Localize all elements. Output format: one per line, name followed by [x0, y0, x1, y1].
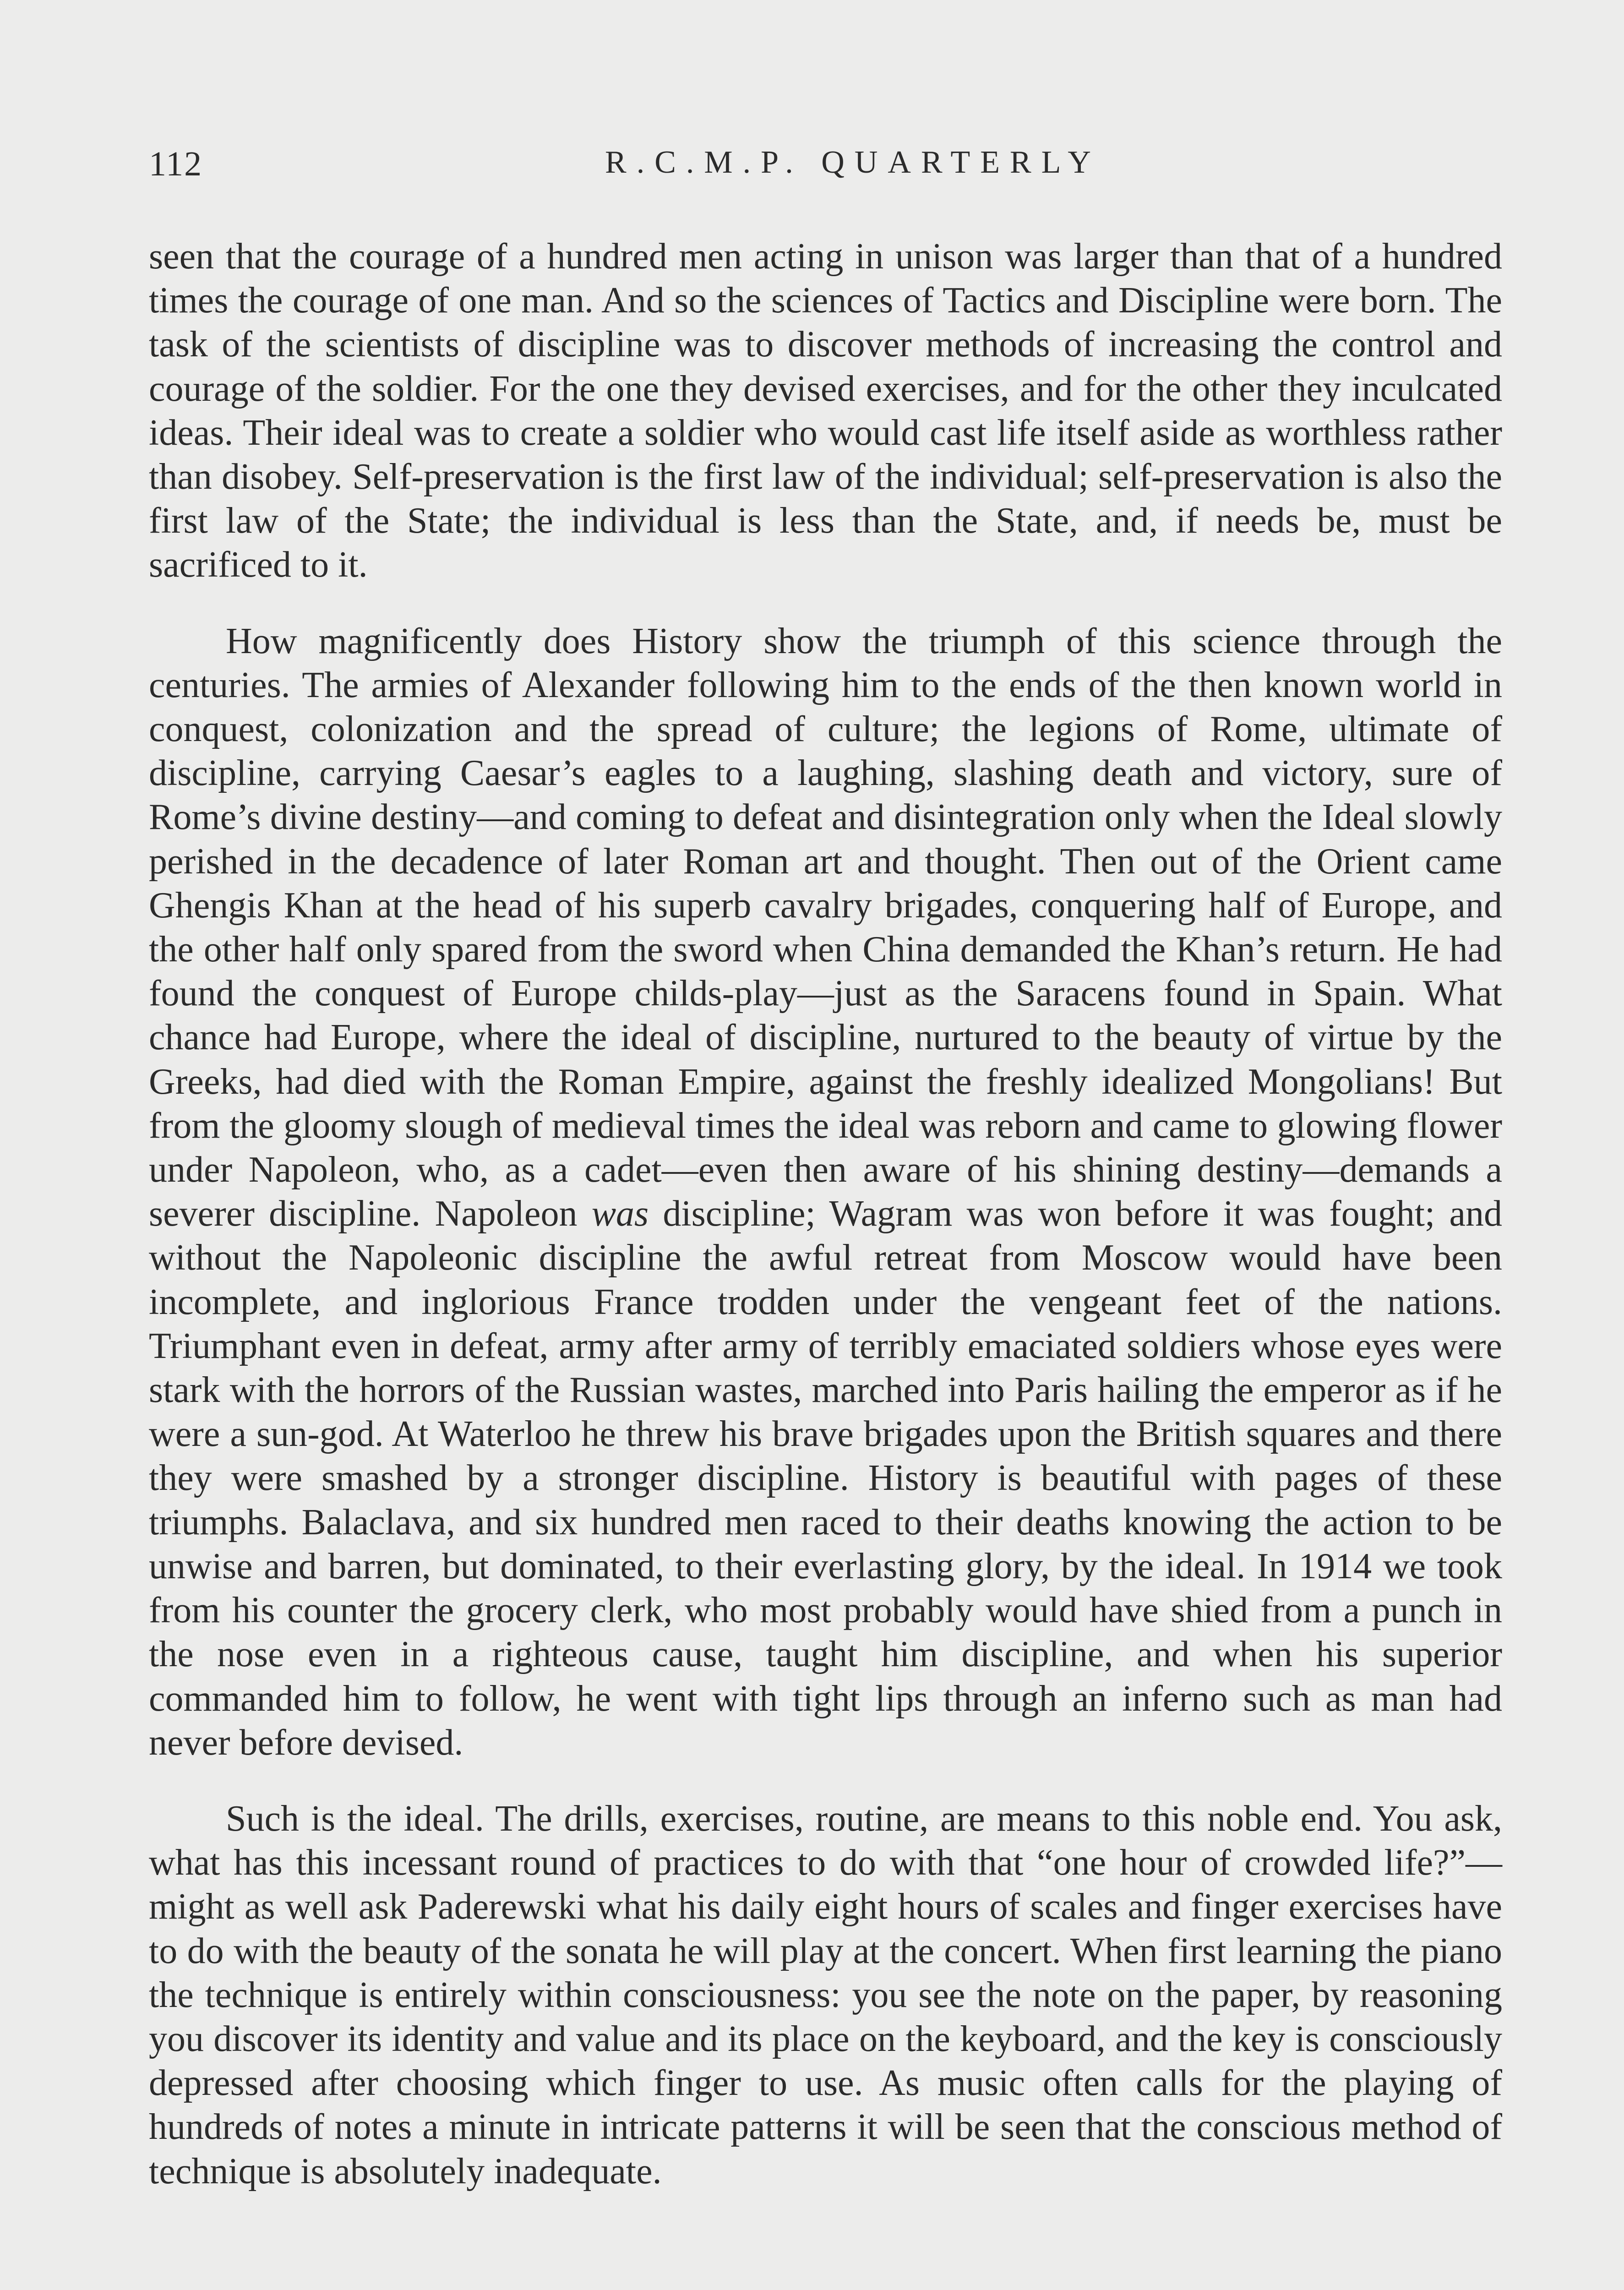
paragraph-2 [149, 619, 1502, 1765]
body-text [149, 234, 1502, 2193]
paragraph-3: Such is the ideal. The drills, exercises, routine, are means to this noble end. You ask, what has this incessant round of practices to do with that “one hour of crowded life?”—might as well ask Paderewski what his daily eight hours of scales and finger exercises have to do with the beauty of the sonata he will play at the concert. When first learning the piano the technique is entirely within consciousness: you see the note on the paper, by reasoning you discover its identity and value and its place on the keyboard, and the key is consciously depressed after choosing which finger to use. As music often calls for the playing of hundreds of notes a minute in intricate patterns it will be seen that the conscious method of technique is absolutely inadequate. [149, 1798, 1502, 2192]
page-number: 112 [149, 145, 203, 183]
italic-word: was [591, 1194, 649, 1234]
paragraph-2-part-1: How magnificently does History show the triumph of this science through the centuries. The armies of Alexander following him to the ends of the then known world in conquest, colonization and the spread of culture; the legions of Rome, ultimate of discipline, carrying Caesar’s eagles to a laughing, slashing death and victory, sure of Rome’s divine destiny—and coming to defeat and disintegration only when the Ideal slowly perished in the decadence of later Roman art and thought. Then out of the Orient came Ghengis Khan at the head of his superb cavalry brigades, conquering half of Europe, and the other half only spared from the sword when China demanded the Khan’s return. He had found the conquest of Europe childs-play—just as the Saracens found in Spain. What chance had Europe, where the ideal of discipline, nurtured to the beauty of virtue by the Greeks, had died with the Roman Empire, against the freshly idealized Mongolians! But from the gloomy slough of medieval times the ideal was reborn and came to glowing flower under Napoleon, who, as a cadet—even then aware of his shining destiny—demands a severer discipline. Napoleon [149, 621, 1502, 1234]
paragraph-2-part-2: discipline; Wagram was won before it was fought; and without the Napoleonic discipline the awful retreat from Moscow would have been incomplete, and inglorious France trodden under the vengeant feet of the nations. Triumphant even in defeat, army after army of terribly emaciated soldiers whose eyes were stark with the horrors of the Russian wastes, marched into Paris hailing the emperor as if he were a sun-god. At Waterloo he threw his brave brigades upon the British squares and there they were smashed by a stronger discipline. History is beautiful with pages of these triumphs. Balaclava, and six hundred men raced to their deaths knowing the action to be unwise and barren, but dominated, to their everlasting glory, by the ideal. In 1914 we took from his counter the grocery clerk, who most probably would have shied from a punch in the nose even in a righteous cause, taught him discipline, and when his superior commanded him to follow, he went with tight lips through an inferno such as man had never before devised. [149, 1194, 1502, 1763]
journal-title: R.C.M.P. QUARTERLY [605, 145, 1101, 180]
running-head [149, 144, 1502, 195]
paragraph-1: seen that the courage of a hundred men acting in unison was larger than that of a hundred times the courage of one man. And so the sciences of Tactics and Discipline were born. The task of the scientists of discipline was to discover methods of increasing the control and courage of the soldier. For the one they devised exercises, and for the other they inculcated ideas. Their ideal was to create a soldier who would cast life itself aside as worthless rather than disobey. Self-preservation is the first law of the individual; self-preservation is also the first law of the State; the individual is less than the State, and, if needs be, must be sacrificed to it. [149, 236, 1502, 585]
